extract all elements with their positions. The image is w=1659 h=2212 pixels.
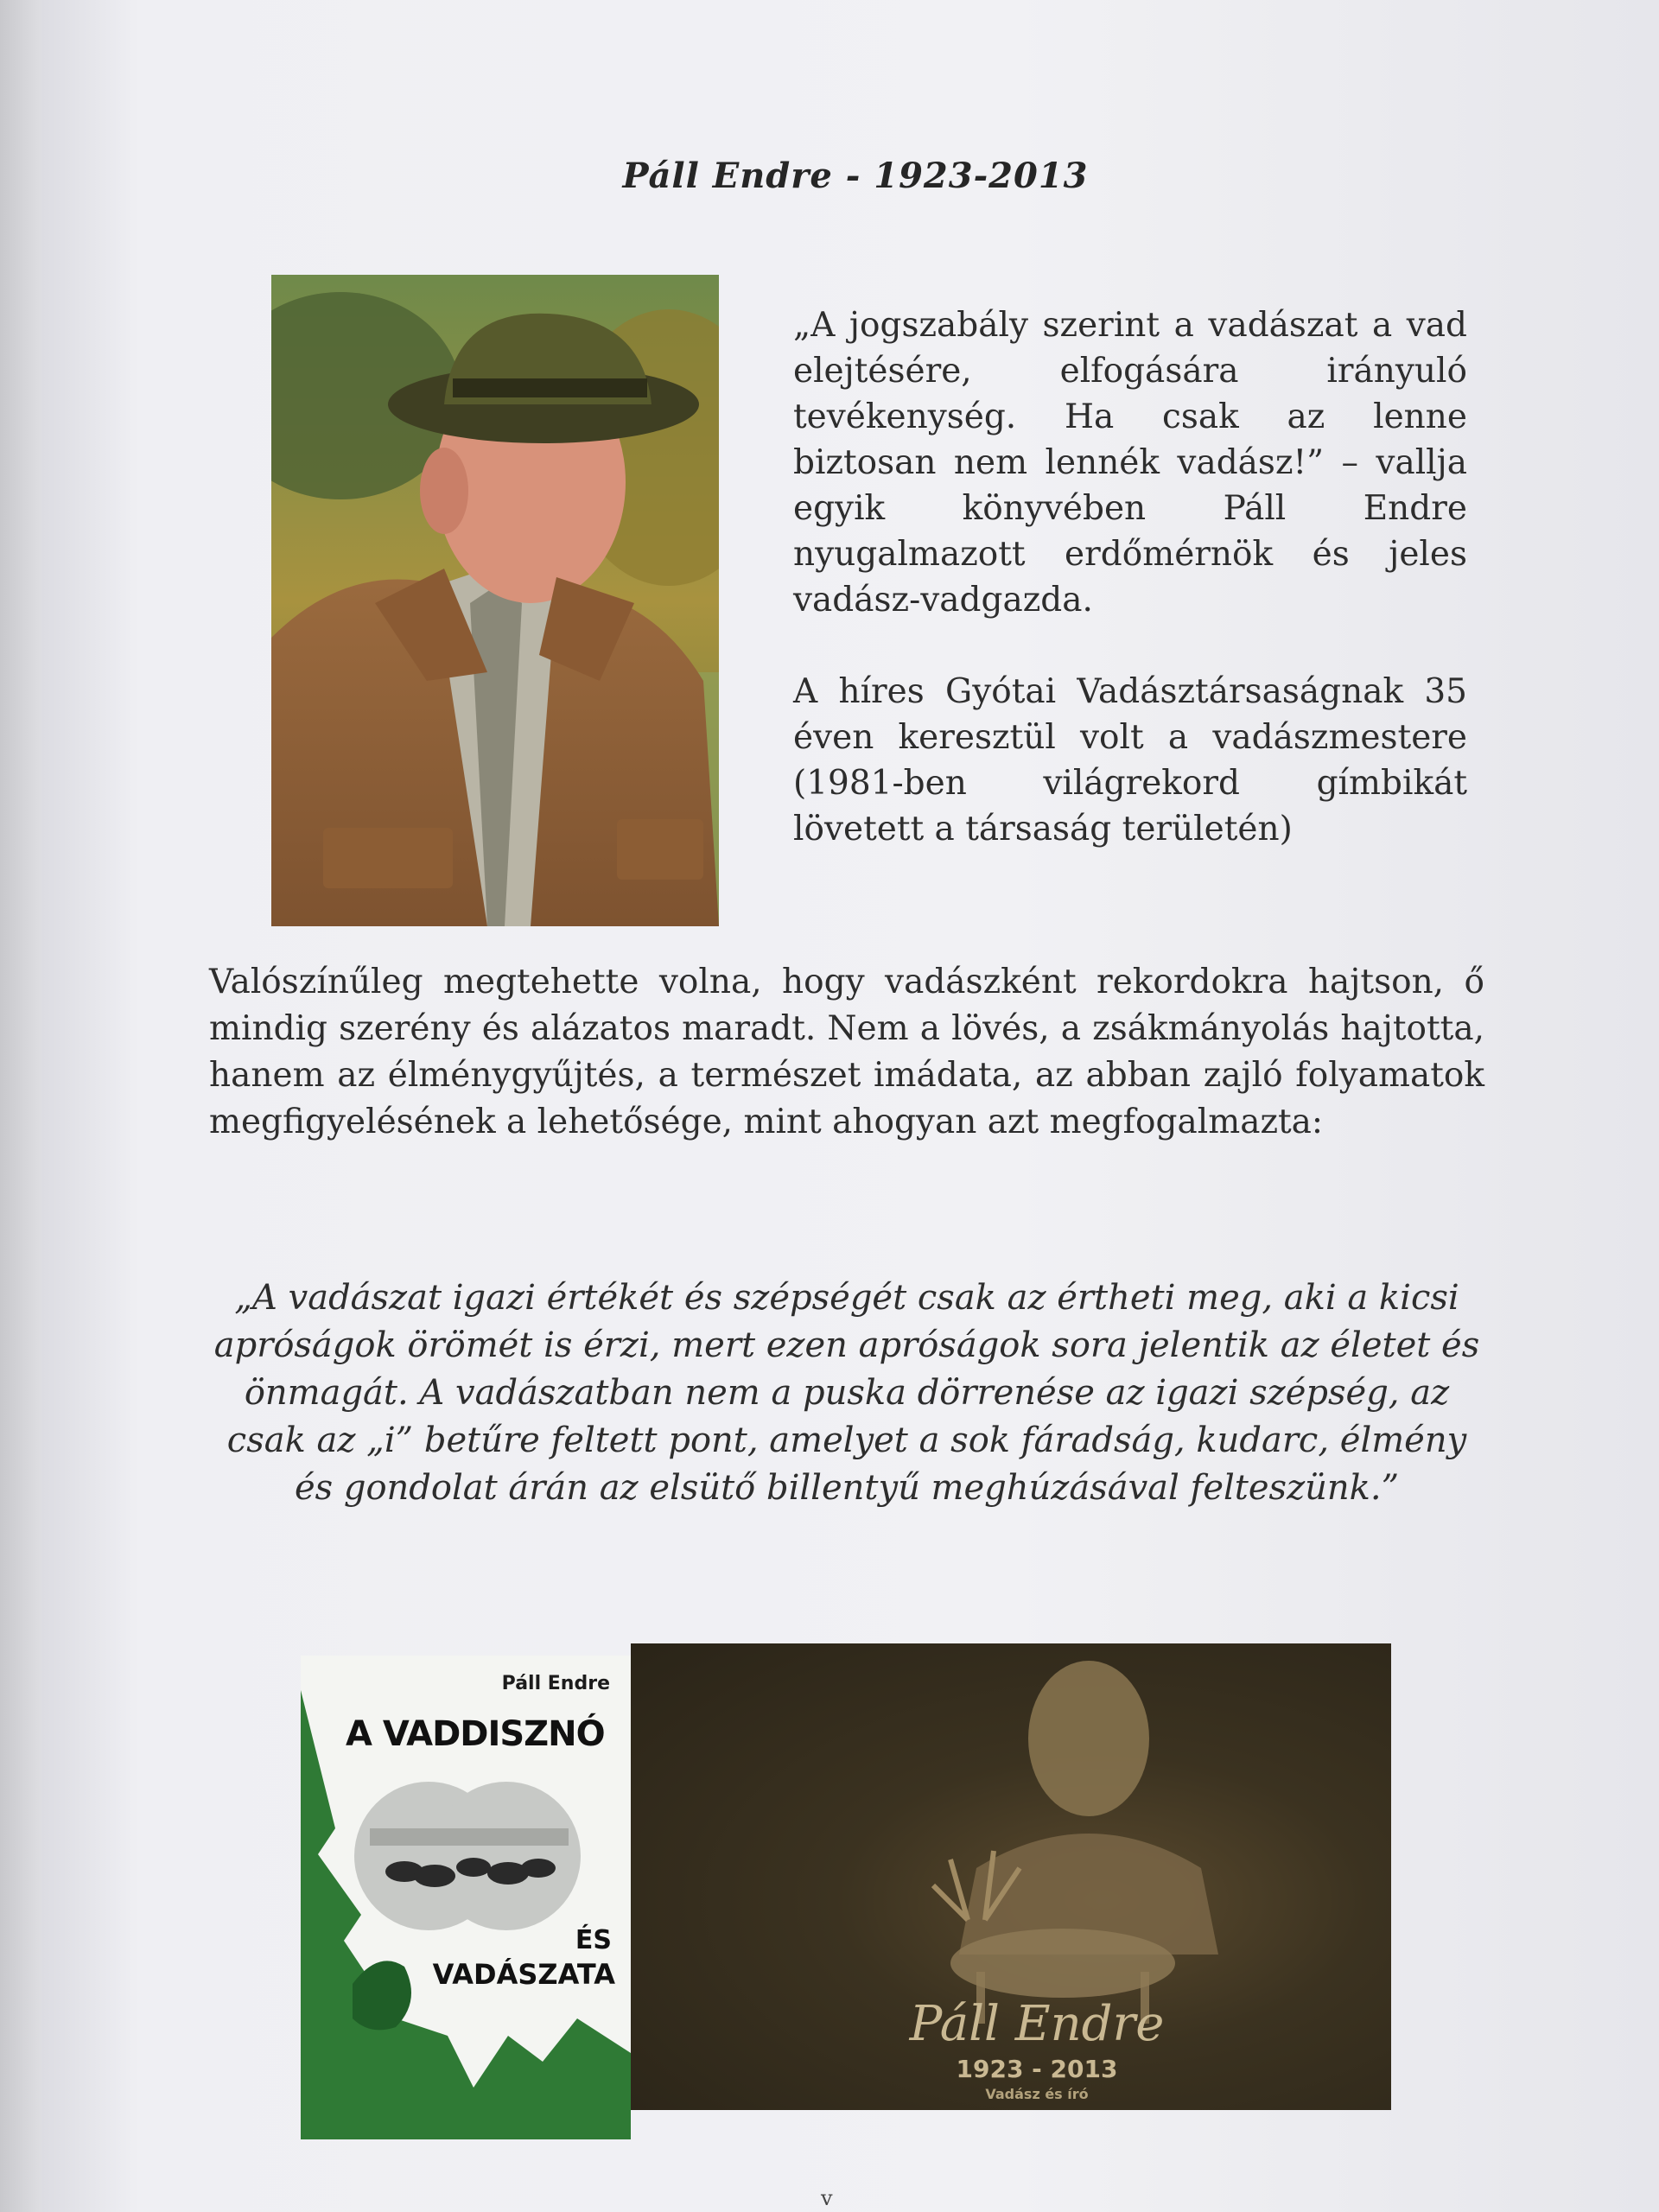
book-gutter [0, 0, 41, 2212]
book-conjunction: ÉS [575, 1925, 612, 1955]
body-paragraph: Valószínűleg megtehette volna, hogy vadászként rekordokra hajtson, ő mindig szerény és alázatos maradt. Nem a lövés, a zsákmányolás hajtotta, hanem az élménygyűjtés, a természet imádata, az abban zajló folyamatok megfigyelésének a lehetősége, mint ahogyan azt megfogalmazta: [209, 963, 1484, 1141]
book-cover-image [301, 1656, 631, 2139]
plaque-name: Páll Endre [909, 1996, 1165, 2052]
quote-paragraph: „A vadászat igazi értékét és szépségét csak az értheti meg, aki a kicsi apróságok örömét is érzi, mert ezen apróságok sora jelentik az életet és önmagát. A vadászatban nem a puska dörrenése az igazi szépség, az csak az „i” betűre feltett pont, amelyet a sok fáradság, kudarc, élmény és gondolat árán az elsütő billentyű meghúzásával felteszünk.” [213, 1278, 1480, 1508]
intro-paragraph: A híres Gyótai Vadásztársaságnak 35 éven keresztül volt a vadászmestere (1981-ben világrekord gímbikát lövetett a társaság területén) [793, 672, 1467, 849]
memorial-plaque-image [631, 1643, 1391, 2110]
book-title: A VADDISZNÓ [346, 1714, 605, 1754]
plaque-years: 1923 - 2013 [956, 2055, 1118, 2083]
plaque-role: Vadász és író [985, 2086, 1089, 2102]
portrait-photo [271, 275, 719, 926]
page-number: v [821, 2186, 833, 2210]
intro-paragraph: „A jogszabály szerint a vadászat a vad elejtésére, elfogására irányuló tevékenység. Ha csak az lenne biztosan nem lennék vadász!” – vallja egyik könyvében Páll Endre nyugalmazott erdőmérnök és jeles vadász-vadgazda. [793, 306, 1467, 620]
portrait-illustration [271, 275, 719, 926]
page-title: Páll Endre - 1923-2013 [622, 156, 1089, 196]
book-author: Páll Endre [501, 1673, 610, 1694]
intro-text [793, 302, 1467, 898]
book-subtitle: VADÁSZATA [432, 1958, 615, 1991]
